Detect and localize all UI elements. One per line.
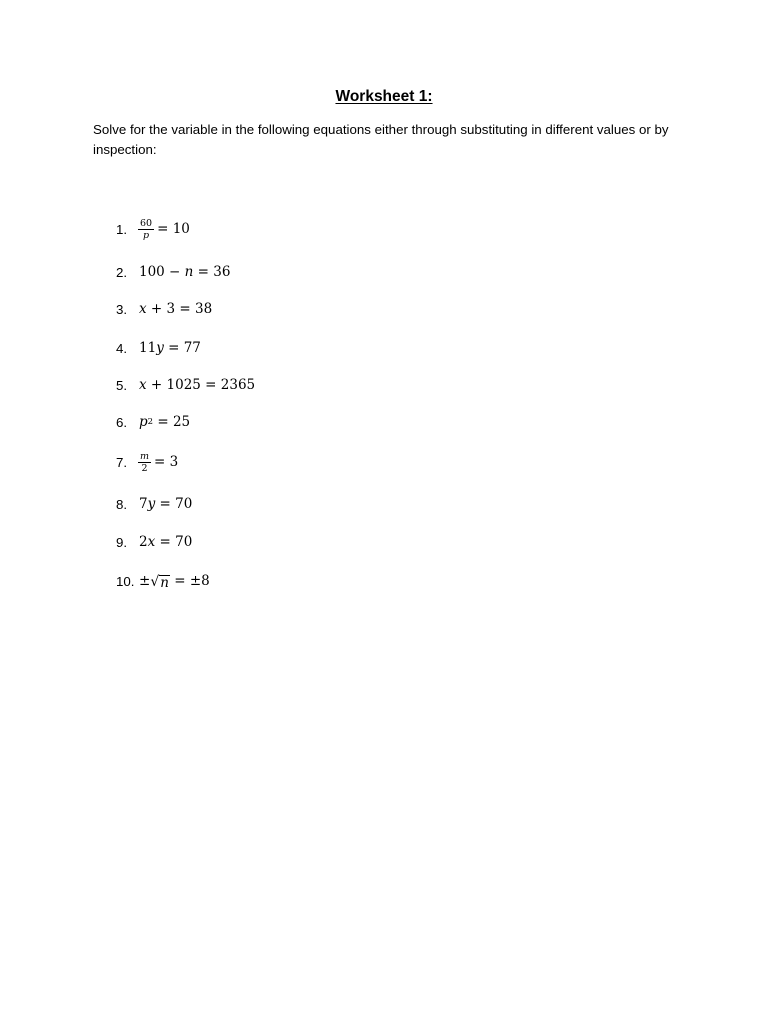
equation-rhs: = 3 <box>154 454 179 470</box>
variable: n <box>184 264 194 280</box>
problem-5 <box>116 370 255 400</box>
problem-6 <box>116 407 190 437</box>
equation-prefix: ± <box>139 573 151 589</box>
problem-number: 3. <box>116 301 128 317</box>
equation-rhs: = 70 <box>155 496 193 512</box>
equation <box>139 218 190 241</box>
problem-number: 8. <box>116 496 128 512</box>
problem-number: 10. <box>116 573 135 589</box>
variable: x <box>139 301 147 317</box>
variable: y <box>156 340 164 356</box>
problem-number: 7. <box>116 454 128 470</box>
problem-number: 4. <box>116 340 128 356</box>
denominator: p <box>143 229 150 241</box>
equation <box>139 573 210 590</box>
equation-rhs: = 25 <box>153 414 191 430</box>
worksheet-title: Worksheet 1: <box>335 88 433 105</box>
problem-number: 9. <box>116 534 128 550</box>
equation-rhs: = 77 <box>163 340 201 356</box>
instructions-text: Solve for the variable in the following equations either through substituting in different values or by inspection: <box>93 122 669 157</box>
square-root <box>150 573 170 590</box>
equation <box>139 377 255 393</box>
variable: y <box>147 496 156 512</box>
variable: x <box>147 534 156 550</box>
equation-rhs: + 3 = 38 <box>146 301 213 317</box>
equation <box>139 534 192 550</box>
problem-2 <box>116 257 230 287</box>
problem-10 <box>116 566 210 596</box>
equation-rhs: = 70 <box>155 534 193 550</box>
equation: p 2 = 25 <box>139 414 191 430</box>
equation <box>139 301 212 317</box>
problem-number: 2. <box>116 264 128 280</box>
variable: p <box>139 414 148 430</box>
equation-prefix: 2 <box>139 534 148 550</box>
problem-9 <box>116 527 192 557</box>
problem-8 <box>116 489 192 519</box>
equation <box>139 340 201 356</box>
variable: x <box>139 377 147 393</box>
radical-sign: √ <box>150 573 160 590</box>
problem-3 <box>116 294 212 324</box>
fraction <box>139 218 153 241</box>
problem-number: 5. <box>116 377 128 393</box>
equation-rhs: = 36 <box>193 264 231 280</box>
problem-4 <box>116 333 201 363</box>
equation-prefix: 7 <box>139 496 148 512</box>
equation-prefix: 100 − <box>139 264 185 280</box>
equation-rhs: + 1025 = 2365 <box>146 377 256 393</box>
equation <box>139 451 178 474</box>
equation-rhs: = 10 <box>157 221 190 237</box>
equation <box>139 264 230 280</box>
problem-1 <box>116 214 190 244</box>
equation-rhs: = ±8 <box>169 573 210 589</box>
denominator: 2 <box>141 462 148 474</box>
problem-number: 1. <box>116 221 128 237</box>
fraction <box>139 451 150 474</box>
radicand: n <box>160 574 169 591</box>
equation <box>139 496 192 512</box>
problem-7 <box>116 447 178 477</box>
numerator: m <box>140 450 150 462</box>
numerator: 60 <box>140 217 153 229</box>
equation-prefix: 11 <box>139 340 157 356</box>
problem-number: 6. <box>116 414 128 430</box>
